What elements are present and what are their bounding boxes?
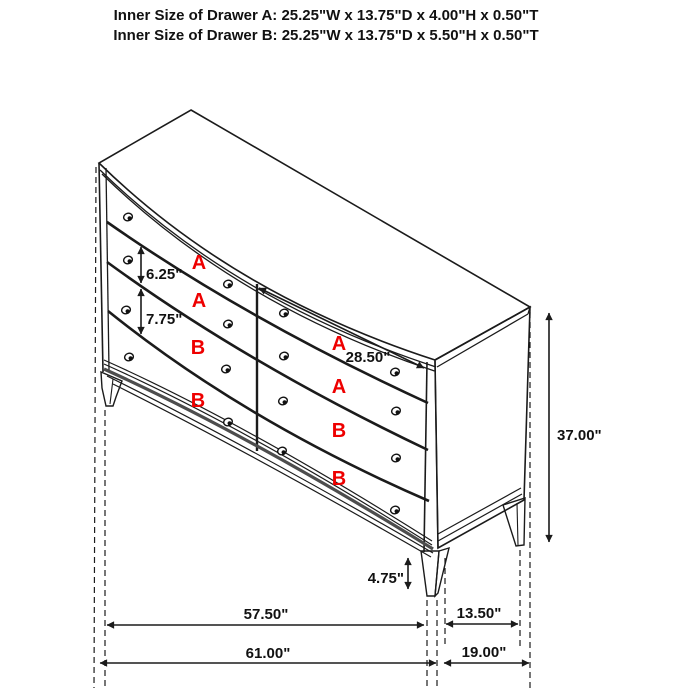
knob-icon: [223, 319, 234, 329]
title-block: [0, 6, 652, 46]
knob-icon: [391, 406, 402, 416]
knob-icon: [279, 351, 290, 361]
knob-icon: [221, 364, 232, 374]
molding-thick-band: [104, 369, 433, 549]
front-right-leg-side: [435, 548, 449, 596]
dim-label-drawer-b-height: 7.75": [146, 311, 183, 328]
title-drawer-a: Inner Size of Drawer A: 25.25"W x 13.75"D x 4.00"H x 0.50"T: [113, 7, 539, 24]
dim-label-leg-height: 4.75": [367, 570, 404, 587]
dim-label-drawer-a-height: 6.25": [146, 266, 183, 283]
left-side-edge: [99, 163, 109, 372]
drawer-label-b2-right: B: [331, 468, 347, 490]
drawer-label-a2-right: A: [331, 376, 347, 398]
side-bottom-band-1: [438, 488, 521, 534]
knob-icon: [278, 396, 289, 406]
right-side-panel: [435, 307, 530, 548]
knob-icon: [123, 255, 134, 265]
drawer-label-b1-right: B: [331, 420, 347, 442]
drawer-label-a1-left: A: [191, 252, 207, 274]
bottom-molding: [104, 360, 433, 557]
side-bottom-band-2: [438, 494, 522, 541]
top-right-band: [437, 307, 530, 367]
knob-icon: [391, 453, 402, 463]
dim-label-total-height: 37.00": [557, 427, 602, 444]
knob-icon: [121, 305, 132, 315]
dim-label-drawer-width: 28.50": [345, 349, 391, 366]
extension-left-outer: [94, 167, 96, 688]
knob-icon: [390, 367, 401, 377]
right-corner-post-left: [424, 362, 427, 552]
front-left-leg-edge: [110, 379, 113, 404]
apron-edge: [113, 384, 431, 557]
left-stile-inner: [106, 168, 109, 370]
dim-label-total-width: 61.00": [245, 645, 291, 662]
dresser-top-surface: [99, 110, 530, 371]
side-panel-face: [435, 307, 530, 548]
dim-label-side-depth-inner: 13.50": [456, 605, 502, 622]
dim-label-front-width-inner: 57.50": [243, 606, 289, 623]
drawer-label-b1-left: B: [190, 337, 206, 359]
dimension-arrows: [100, 247, 549, 663]
back-right-leg-edge: [517, 503, 518, 545]
knob-icon: [279, 308, 290, 318]
knob-icon: [223, 279, 234, 289]
dim-label-total-depth: 19.00": [461, 644, 507, 661]
left-stile-outer: [99, 163, 103, 372]
drawer-label-a1-right: A: [331, 333, 347, 355]
title-drawer-b: Inner Size of Drawer B: 25.25"W x 13.75"D x 5.50"H x 0.50"T: [113, 27, 539, 44]
drawer-label-b2-left: B: [190, 390, 206, 412]
knob-icon: [390, 505, 401, 515]
knob-icon: [124, 352, 135, 362]
knob-icon: [277, 446, 288, 456]
drawer-label-a2-left: A: [191, 290, 207, 312]
molding-line-3: [107, 376, 433, 553]
dimension-labels: [146, 266, 602, 662]
knob-icon: [123, 212, 134, 222]
